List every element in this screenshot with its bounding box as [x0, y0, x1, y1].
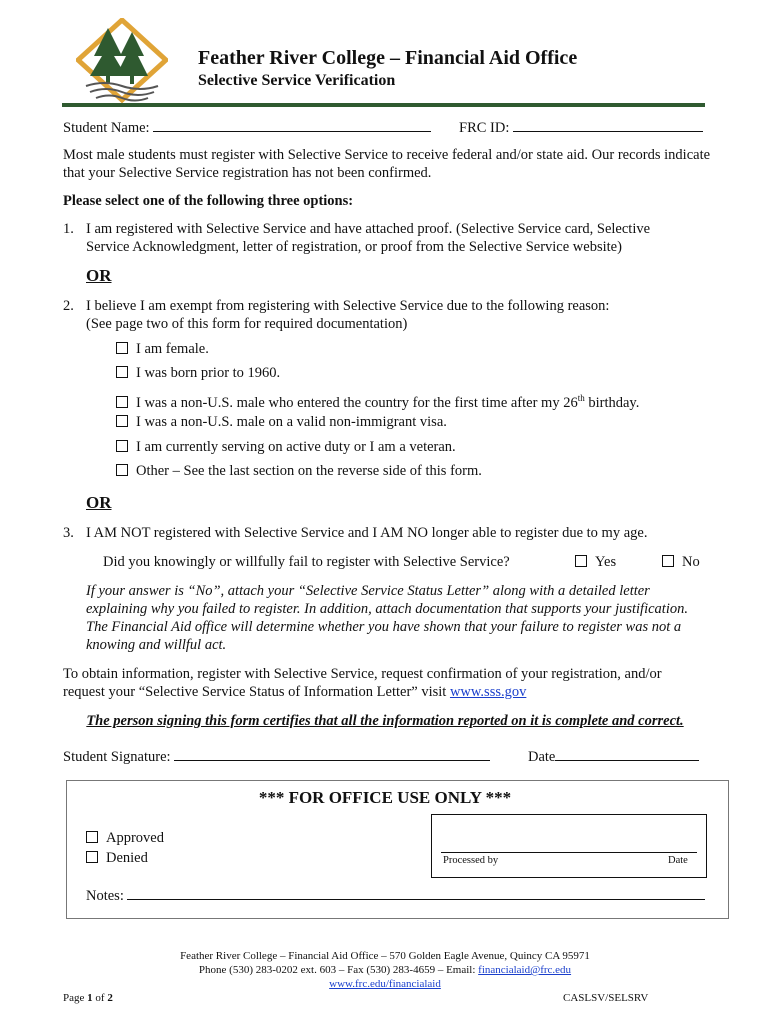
option-1-line2: Service Acknowledgment, letter of registration, or proof from the Selective Service website) — [86, 239, 622, 255]
sss-website-link[interactable]: www.sss.gov — [449, 684, 527, 700]
answer-no[interactable] — [662, 553, 700, 571]
yes-label: Yes — [595, 554, 617, 570]
student-name-input[interactable] — [153, 117, 431, 132]
denied-label: Denied — [106, 850, 148, 866]
willful-question: Did you knowingly or willfully fail to register with Selective Service? — [103, 554, 510, 570]
option-1-line1: I am registered with Selective Service and have attached proof. (Selective Service card, Selective — [86, 221, 651, 237]
info-line1: To obtain information, register with Selective Service, request confirmation of your registration, and/or — [63, 666, 662, 682]
form-code: CASLSV/SELSRV — [563, 992, 649, 1004]
footer-phone-fax: Phone (530) 283-0202 ext. 603 – Fax (530) 283-4659 – Email: — [198, 964, 479, 976]
footer-address: Feather River College – Financial Aid Office – 570 Golden Eagle Avenue, Quincy CA 95971 — [180, 950, 590, 962]
processed-by-box — [431, 814, 707, 878]
approved-label: Approved — [106, 830, 164, 846]
option-3-line1: I AM NOT registered with Selective Service and I AM NO longer able to register due to my age. — [86, 525, 648, 541]
notes-field — [86, 885, 705, 905]
exemption-non-us-entered-after-26[interactable] — [116, 389, 639, 412]
choice-label-tail: birthday. — [584, 394, 640, 411]
checkbox[interactable] — [575, 555, 587, 567]
no-label: No — [682, 554, 700, 570]
page-current: 1 — [87, 992, 93, 1004]
signature-label: Student Signature: — [63, 749, 171, 765]
processed-by-label: Processed by — [443, 855, 499, 866]
checkbox[interactable] — [116, 396, 128, 408]
office-use-title: *** FOR OFFICE USE ONLY *** — [258, 788, 512, 807]
select-prompt: Please select one of the following three options: — [63, 193, 354, 209]
page-number — [63, 992, 113, 1004]
checkbox[interactable] — [116, 366, 128, 378]
date-field — [528, 746, 699, 766]
signature-field — [63, 746, 490, 766]
choice-label: I was born prior to 1960. — [136, 365, 281, 381]
option-1-number: 1. — [63, 221, 74, 237]
page-total: 2 — [107, 992, 113, 1004]
exemption-non-immigrant-visa[interactable] — [116, 413, 447, 431]
date-label: Date — [528, 749, 556, 765]
date-input[interactable] — [555, 746, 699, 761]
instruction-note-line3: The Financial Aid office will determine whether you have shown that your failure to register was not a — [86, 619, 682, 635]
page-subtitle: Selective Service Verification — [198, 72, 396, 89]
office-denied[interactable] — [86, 849, 148, 867]
frc-id-label: FRC ID: — [459, 120, 510, 136]
page-of: of — [92, 992, 108, 1004]
signature-input[interactable] — [174, 746, 490, 761]
superscript-th: th — [577, 393, 585, 403]
checkbox[interactable] — [116, 415, 128, 427]
instruction-note-line2: explaining why you failed to register. In addition, attach documentation that supports your justification. — [86, 601, 688, 617]
processed-date-label: Date — [668, 855, 688, 866]
frc-id-field — [459, 117, 703, 137]
notes-label: Notes: — [86, 888, 124, 904]
choice-label: I am currently serving on active duty or I am a veteran. — [136, 439, 456, 455]
or-separator-2: OR — [86, 493, 112, 512]
page-title: Feather River College – Financial Aid Office — [198, 47, 578, 69]
or-separator-1: OR — [86, 266, 112, 285]
choice-label: Other – See the last section on the reverse side of this form. — [136, 463, 482, 479]
student-name-label: Student Name: — [63, 120, 150, 136]
footer-website — [0, 978, 770, 990]
footer-email-link[interactable]: financialaid@frc.edu — [478, 964, 572, 976]
exemption-born-before-1960[interactable] — [116, 364, 280, 382]
checkbox[interactable] — [662, 555, 674, 567]
option-2-line1: I believe I am exempt from registering with Selective Service due to the following reason: — [86, 298, 610, 314]
checkbox[interactable] — [116, 342, 128, 354]
header-rule — [62, 103, 705, 107]
option-3-number: 3. — [63, 525, 74, 541]
certification-statement: The person signing this form certifies that all the information reported on it is complete and correct. — [86, 713, 684, 729]
info-line2-text: request your “Selective Service Status of Information Letter” visit — [63, 684, 450, 700]
college-logo — [76, 18, 168, 104]
frc-id-input[interactable] — [513, 117, 703, 132]
exemption-active-duty-veteran[interactable] — [116, 438, 456, 456]
checkbox[interactable] — [86, 831, 98, 843]
page-word: Page — [63, 992, 88, 1004]
footer-website-link[interactable]: www.frc.edu/financialaid — [329, 978, 441, 990]
answer-yes[interactable] — [575, 553, 616, 571]
intro-paragraph: Most male students must register with Selective Service to receive federal and/or state aid. Our records indicate that your Selective Service registration has not been confirmed. — [63, 147, 711, 181]
option-2-number: 2. — [63, 298, 74, 314]
checkbox[interactable] — [116, 440, 128, 452]
checkbox[interactable] — [86, 851, 98, 863]
choice-label: I was a non-U.S. male who entered the country for the first time after my 26 — [136, 394, 578, 411]
office-approved[interactable] — [86, 829, 164, 847]
info-line2 — [63, 683, 526, 701]
choice-label: I am female. — [136, 341, 209, 357]
exemption-female[interactable] — [116, 340, 209, 358]
footer-contact — [0, 964, 770, 976]
student-name-field — [63, 117, 431, 137]
instruction-note-line1: If your answer is “No”, attach your “Selective Service Status Letter” along with a detailed letter — [86, 583, 650, 599]
option-2-line2: (See page two of this form for required documentation) — [86, 316, 408, 332]
processed-by-line — [441, 852, 697, 853]
choice-label: I was a non-U.S. male on a valid non-immigrant visa. — [136, 414, 447, 430]
exemption-other[interactable] — [116, 462, 482, 480]
notes-input[interactable] — [127, 885, 705, 900]
checkbox[interactable] — [116, 464, 128, 476]
instruction-note-line4: knowing and willful act. — [86, 637, 227, 653]
